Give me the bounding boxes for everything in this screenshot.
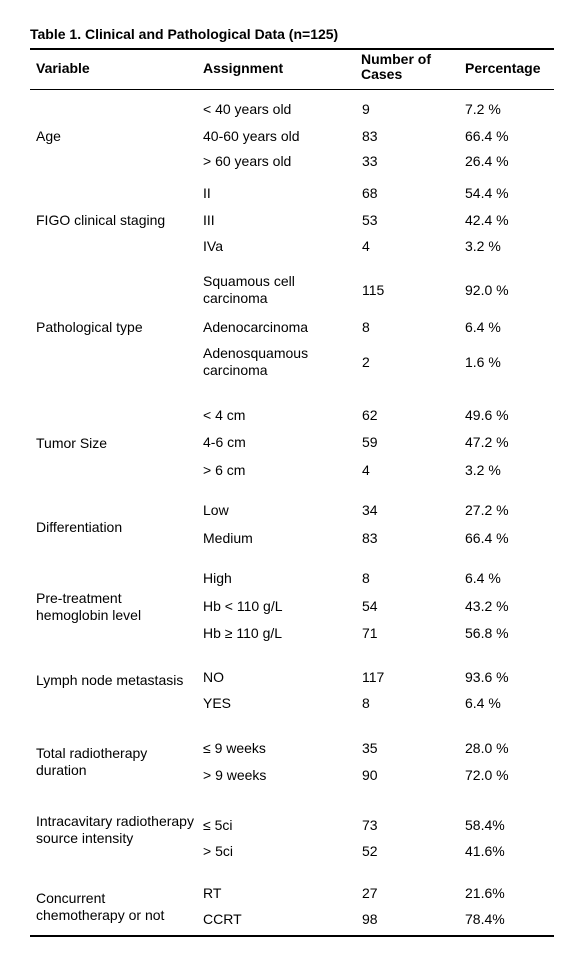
percentage-cell: 42.4 % bbox=[465, 212, 509, 228]
percentage-cell: 6.4 % bbox=[465, 319, 501, 335]
assignment-cell: NO bbox=[203, 669, 224, 685]
assignment-cell: Adenocarcinoma bbox=[203, 319, 309, 335]
variable-label: Concurrent chemotherapy or not bbox=[36, 890, 165, 923]
assignment-cell: Low bbox=[203, 502, 229, 518]
number-cell: 90 bbox=[362, 767, 378, 783]
number-cell: 115 bbox=[362, 282, 385, 298]
header-assignment: Assignment bbox=[203, 60, 284, 76]
percentage-cell: 78.4% bbox=[465, 911, 505, 927]
number-cell: 54 bbox=[362, 598, 378, 614]
assignment-cell: CCRT bbox=[203, 911, 242, 927]
percentage-cell: 7.2 % bbox=[465, 101, 501, 117]
number-cell: 2 bbox=[362, 354, 370, 370]
number-cell: 34 bbox=[362, 502, 378, 518]
header-percentage: Percentage bbox=[465, 60, 541, 76]
percentage-cell: 49.6 % bbox=[465, 407, 509, 423]
percentage-cell: 3.2 % bbox=[465, 462, 501, 478]
number-cell: 35 bbox=[362, 740, 378, 756]
assignment-cell: 40-60 years old bbox=[203, 128, 300, 144]
assignment-cell: < 40 years old bbox=[203, 101, 292, 117]
assignment-cell: ≤ 9 weeks bbox=[203, 740, 266, 756]
variable-label: Age bbox=[36, 128, 61, 144]
number-cell: 71 bbox=[362, 625, 378, 641]
bottom-rule bbox=[30, 935, 554, 937]
variable-label: Lymph node metastasis bbox=[36, 672, 184, 688]
number-cell: 8 bbox=[362, 695, 370, 711]
assignment-cell: II bbox=[203, 185, 211, 201]
assignment-cell: > 6 cm bbox=[203, 462, 246, 478]
number-cell: 83 bbox=[362, 530, 378, 546]
assignment-cell: Adenosquamous carcinoma bbox=[203, 345, 309, 378]
percentage-cell: 6.4 % bbox=[465, 570, 501, 586]
number-cell: 8 bbox=[362, 570, 370, 586]
number-cell: 73 bbox=[362, 817, 378, 833]
percentage-cell: 56.8 % bbox=[465, 625, 509, 641]
percentage-cell: 72.0 % bbox=[465, 767, 509, 783]
assignment-cell: Hb ≥ 110 g/L bbox=[203, 625, 283, 641]
table-title: Table 1. Clinical and Pathological Data (n=125) bbox=[30, 26, 339, 42]
number-cell: 4 bbox=[362, 462, 370, 478]
assignment-cell: Hb < 110 g/L bbox=[203, 598, 283, 614]
number-cell: 53 bbox=[362, 212, 378, 228]
number-cell: 98 bbox=[362, 911, 378, 927]
assignment-cell: 4-6 cm bbox=[203, 434, 246, 450]
variable-label: FIGO clinical staging bbox=[36, 212, 166, 228]
number-cell: 8 bbox=[362, 319, 370, 335]
percentage-cell: 41.6% bbox=[465, 843, 505, 859]
percentage-cell: 58.4% bbox=[465, 817, 505, 833]
percentage-cell: 47.2 % bbox=[465, 434, 509, 450]
assignment-cell: IVa bbox=[203, 238, 223, 254]
number-cell: 52 bbox=[362, 843, 378, 859]
variable-label: Tumor Size bbox=[36, 435, 108, 451]
assignment-cell: Squamous cell carcinoma bbox=[203, 273, 295, 306]
number-cell: 27 bbox=[362, 885, 378, 901]
header-number-line2: Cases bbox=[361, 66, 403, 82]
percentage-cell: 26.4 % bbox=[465, 153, 509, 169]
number-cell: 33 bbox=[362, 153, 378, 169]
number-cell: 4 bbox=[362, 238, 370, 254]
variable-label: Total radiotherapy duration bbox=[36, 745, 148, 778]
number-cell: 83 bbox=[362, 128, 378, 144]
assignment-cell: III bbox=[203, 212, 215, 228]
variable-label: Pre-treatment hemoglobin level bbox=[36, 590, 142, 623]
number-cell: 9 bbox=[362, 101, 370, 117]
percentage-cell: 27.2 % bbox=[465, 502, 509, 518]
percentage-cell: 66.4 % bbox=[465, 530, 509, 546]
percentage-cell: 93.6 % bbox=[465, 669, 509, 685]
assignment-cell: RT bbox=[203, 885, 222, 901]
percentage-cell: 6.4 % bbox=[465, 695, 501, 711]
percentage-cell: 1.6 % bbox=[465, 354, 501, 370]
top-rule bbox=[30, 48, 554, 50]
assignment-cell: > 60 years old bbox=[203, 153, 292, 169]
percentage-cell: 28.0 % bbox=[465, 740, 509, 756]
percentage-cell: 21.6% bbox=[465, 885, 505, 901]
header-rule bbox=[30, 89, 554, 90]
number-cell: 62 bbox=[362, 407, 378, 423]
assignment-cell: > 5ci bbox=[203, 843, 233, 859]
number-cell: 59 bbox=[362, 434, 378, 450]
variable-label: Pathological type bbox=[36, 319, 143, 335]
percentage-cell: 66.4 % bbox=[465, 128, 509, 144]
assignment-cell: High bbox=[203, 570, 232, 586]
variable-label: Intracavitary radiotherapy source intensity bbox=[36, 813, 194, 846]
percentage-cell: 92.0 % bbox=[465, 282, 509, 298]
header-number-line1: Number of bbox=[361, 51, 431, 67]
header-variable: Variable bbox=[36, 60, 90, 76]
assignment-cell: < 4 cm bbox=[203, 407, 246, 423]
assignment-cell: ≤ 5ci bbox=[203, 817, 233, 833]
variable-label: Differentiation bbox=[36, 519, 123, 535]
percentage-cell: 54.4 % bbox=[465, 185, 509, 201]
percentage-cell: 43.2 % bbox=[465, 598, 509, 614]
assignment-cell: > 9 weeks bbox=[203, 767, 267, 783]
number-cell: 68 bbox=[362, 185, 378, 201]
number-cell: 117 bbox=[362, 669, 385, 685]
header-number bbox=[361, 52, 431, 82]
assignment-cell: Medium bbox=[203, 530, 253, 546]
percentage-cell: 3.2 % bbox=[465, 238, 501, 254]
assignment-cell: YES bbox=[203, 695, 232, 711]
